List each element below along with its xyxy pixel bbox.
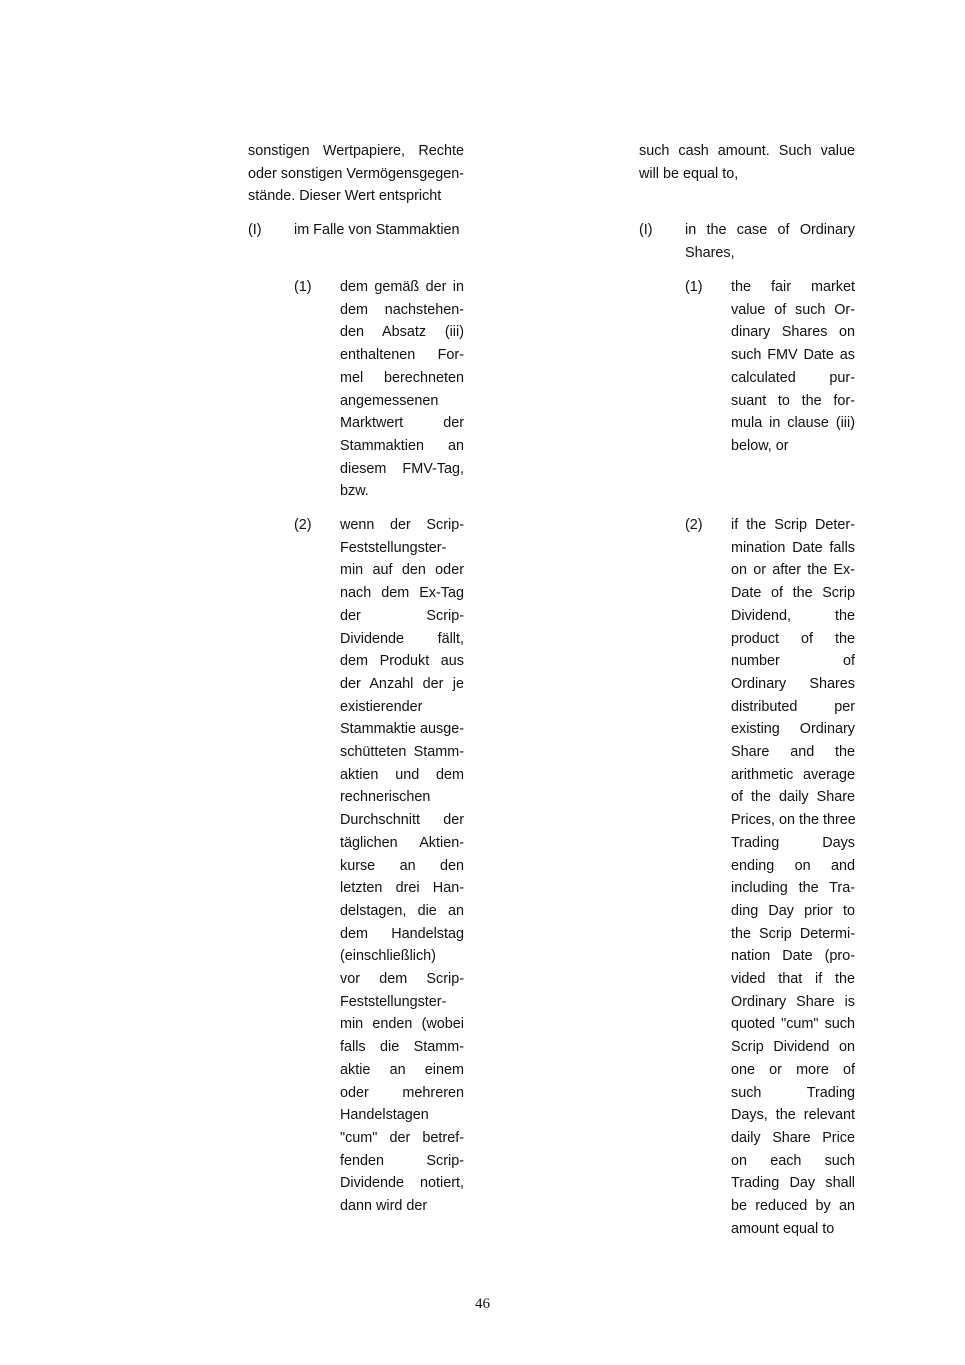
text-line: diesem FMV-Tag, <box>340 460 464 477</box>
text-line: den Absatz (iii) <box>340 324 464 341</box>
text-line: Date of the Scrip <box>731 585 855 602</box>
text-line: (einschließlich) <box>340 948 436 965</box>
text-line: oder mehreren <box>340 1084 464 1101</box>
de-intro-paragraph <box>248 140 464 208</box>
de-item-i-text <box>294 219 464 242</box>
text-line: ending on and <box>731 857 855 874</box>
page-number: 46 <box>475 1296 490 1312</box>
text-line: min auf den oder <box>340 562 464 579</box>
text-line: the Scrip Determi- <box>731 925 855 942</box>
text-line: such FMV Date as <box>731 347 855 364</box>
text-line: ding Day prior to <box>731 902 855 919</box>
text-line: one or more of <box>731 1061 855 1078</box>
text-line: nation Date (pro- <box>731 948 855 965</box>
text-line: product of the <box>731 630 855 647</box>
text-line: mula in clause (iii) <box>731 415 855 432</box>
text-line: distributed per <box>731 698 855 715</box>
text-line: value of such Or- <box>731 301 855 318</box>
en-item-i-text <box>685 219 855 264</box>
text-line: Trading Day shall <box>731 1175 855 1192</box>
text-line: Durchschnitt der <box>340 812 464 829</box>
text-line: daily Share Price <box>731 1129 855 1146</box>
text-line: Stammaktien an <box>340 437 464 454</box>
text-line: mel berechneten <box>340 369 464 386</box>
de-item-1-label: (1) <box>294 279 312 295</box>
text-line: Stammaktie ausge- <box>340 721 464 738</box>
text-line: schütteten Stamm- <box>340 744 464 761</box>
text-line: Trading Days <box>731 834 855 851</box>
text-line: of the daily Share <box>731 789 855 806</box>
text-line: dem Produkt aus <box>340 653 464 670</box>
text-line: Dividende fällt, <box>340 630 464 647</box>
en-item-2-label: (2) <box>685 517 703 533</box>
de-item-2-text <box>340 514 464 1218</box>
text-line: Dividende notiert, <box>340 1175 464 1192</box>
text-line: vided that if the <box>731 971 855 988</box>
text-line: such Trading <box>731 1084 855 1101</box>
text-line: below, or <box>731 437 789 454</box>
text-line: Marktwert der <box>340 415 464 432</box>
text-line: dem nachstehen- <box>340 301 464 318</box>
text-line: existing Ordinary <box>731 721 855 738</box>
text-line: falls die Stamm- <box>340 1039 464 1056</box>
text-line: on or after the Ex- <box>731 562 855 579</box>
text-line: delstagen, die an <box>340 902 464 919</box>
en-item-1-label: (1) <box>685 279 703 295</box>
de-item-2-label: (2) <box>294 517 312 533</box>
text-line: Days, the relevant <box>731 1107 855 1124</box>
text-line: if the Scrip Deter- <box>731 517 855 533</box>
text-line: Scrip Dividend on <box>731 1039 855 1056</box>
text-line: enthaltenen For- <box>340 347 464 364</box>
text-line: existierender <box>340 698 423 715</box>
text-line: Feststellungster- <box>340 993 447 1010</box>
text-line: will be equal to, <box>639 165 739 182</box>
text-line: dann wird der <box>340 1198 428 1215</box>
text-line: the fair market <box>731 279 855 295</box>
text-line: der Anzahl der je <box>340 675 464 692</box>
text-line: kurse an den <box>340 857 464 874</box>
text-line: number of <box>731 653 855 670</box>
text-line: on each such <box>731 1152 855 1169</box>
text-line: in the case of Ordinary <box>685 222 855 238</box>
text-line: be reduced by an <box>731 1198 855 1215</box>
text-line: Dividend, the <box>731 607 855 624</box>
text-line: vor dem Scrip- <box>340 971 464 988</box>
text-line: dinary Shares on <box>731 324 855 341</box>
text-line: Ordinary Shares <box>731 675 855 692</box>
text-line: Ordinary Share is <box>731 993 855 1010</box>
text-line: wenn der Scrip- <box>340 517 464 533</box>
text-line: nach dem Ex-Tag <box>340 585 464 602</box>
text-line: such cash amount. Such value <box>639 143 855 159</box>
text-line: dem gemäß der in <box>340 279 464 295</box>
en-intro-paragraph <box>639 140 855 185</box>
text-line: aktie an einem <box>340 1061 464 1078</box>
text-line: calculated pur- <box>731 369 855 386</box>
text-line: quoted "cum" such <box>731 1016 855 1033</box>
text-line: täglichen Aktien- <box>340 834 464 851</box>
de-item-i-label: (I) <box>248 222 262 238</box>
text-line: Feststellungster- <box>340 539 447 556</box>
text-line: "cum" der betref- <box>340 1129 464 1146</box>
text-line: Shares, <box>685 244 735 261</box>
text-line: fenden Scrip- <box>340 1152 464 1169</box>
text-line: angemessenen <box>340 392 439 409</box>
text-line: oder sonstigen Vermögensgegen- <box>248 165 465 182</box>
text-line: der Scrip- <box>340 607 464 624</box>
text-line: stände. Dieser Wert entspricht <box>248 188 442 205</box>
text-line: im Falle von Stammaktien <box>294 222 460 238</box>
text-line: min enden (wobei <box>340 1016 464 1033</box>
text-line: sonstigen Wertpapiere, Rechte <box>248 143 464 159</box>
text-line: bzw. <box>340 483 369 500</box>
text-line: Prices, on the three <box>731 812 856 829</box>
text-line: dem Handelstag <box>340 925 464 942</box>
en-item-2-text <box>731 514 855 1241</box>
text-line: aktien und dem <box>340 766 464 783</box>
text-line: rechnerischen <box>340 789 431 806</box>
text-line: including the Tra- <box>731 880 855 897</box>
text-line: arithmetic average <box>731 766 855 783</box>
text-line: letzten drei Han- <box>340 880 464 897</box>
text-line: suant to the for- <box>731 392 855 409</box>
en-item-i-label: (I) <box>639 222 653 238</box>
text-line: amount equal to <box>731 1220 835 1237</box>
de-item-1-text <box>340 276 464 503</box>
text-line: mination Date falls <box>731 539 855 556</box>
en-item-1-text <box>731 276 855 458</box>
text-line: Share and the <box>731 744 855 761</box>
text-line: Handelstagen <box>340 1107 429 1124</box>
